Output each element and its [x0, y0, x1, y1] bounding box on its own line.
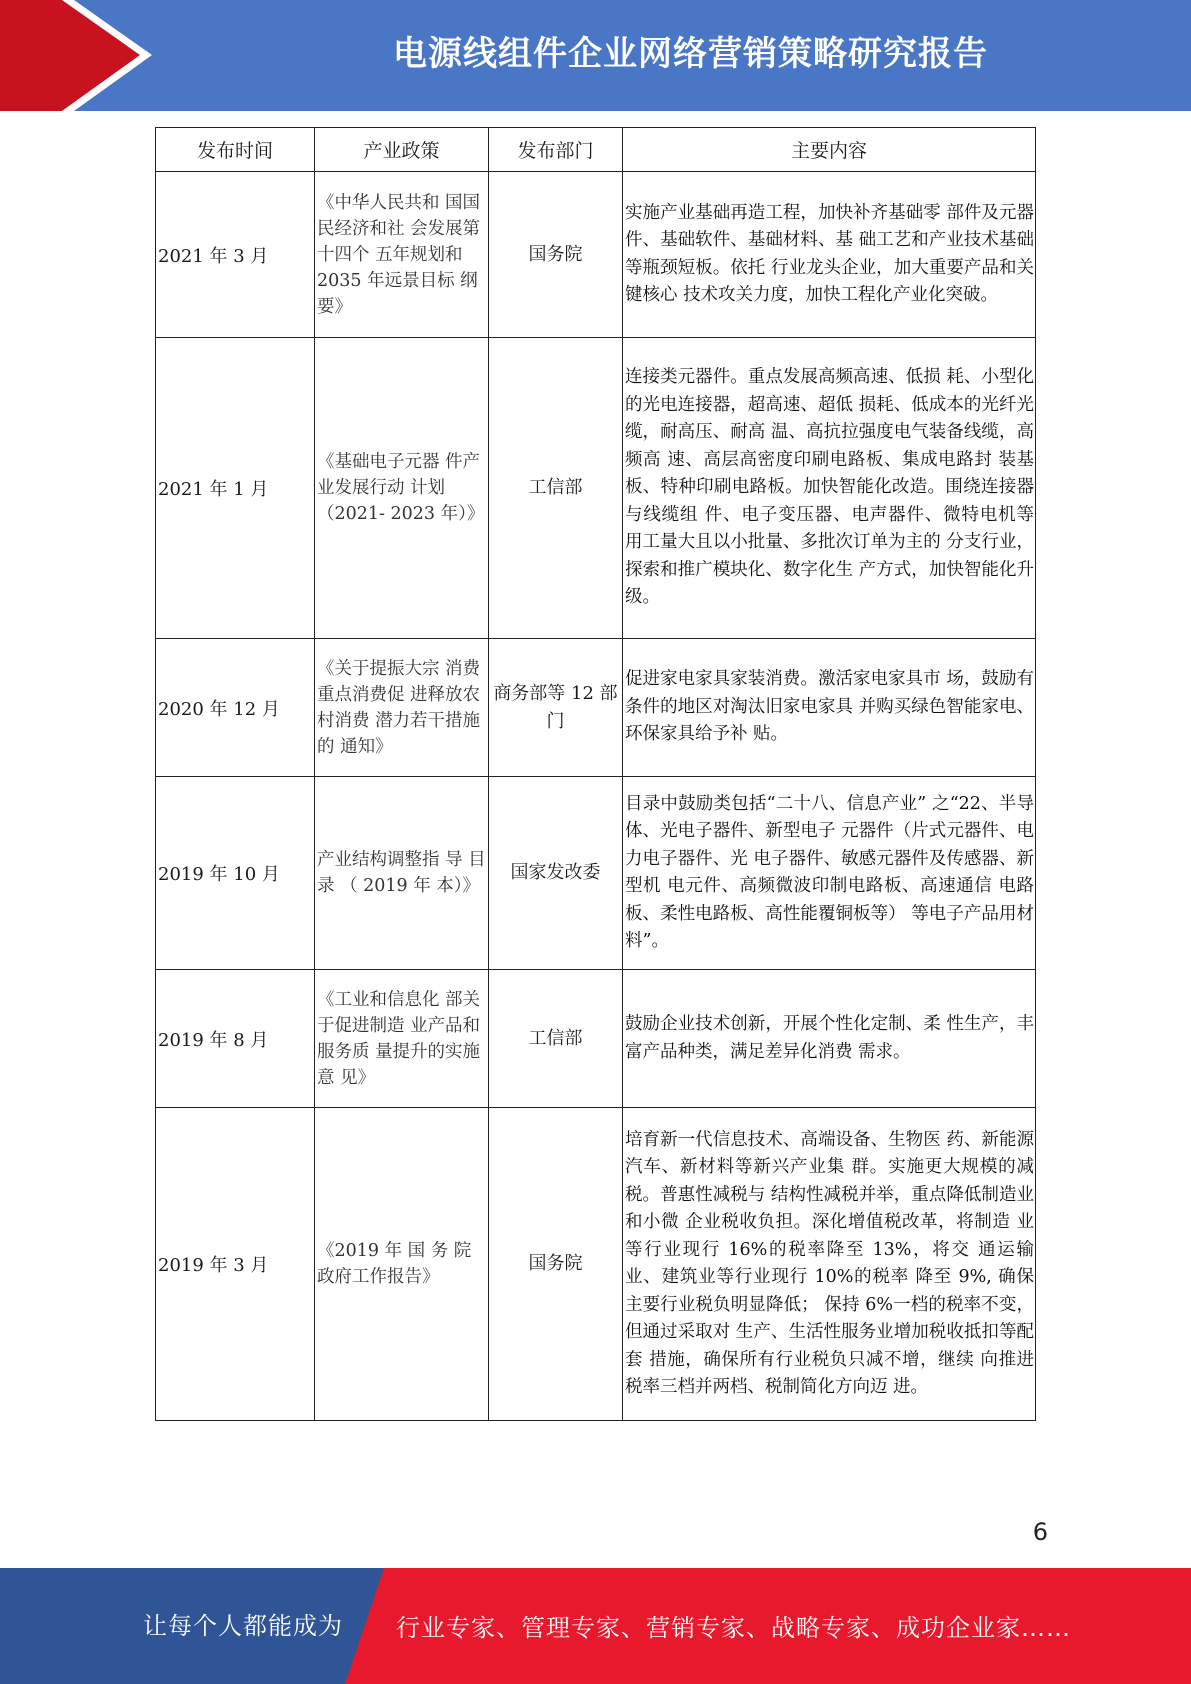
row-content: 培育新一代信息技术、高端设备、生物医 药、新能源汽车、新材料等新兴产业集 群。实施更大规模的减税。普惠性减税与 结构性减税并举，重点降低制造业和小微 企业税收负担。深化增值税改革，将制造 业等行业现行 16%的税率降至 13%，将交 通运输业、建筑业等行业现行 10%的税率 降至 9%, 确保主要行业税负明显降低； 保持 6%一档的税率不变，但通过采取对 生产、生活性服务业增加税收抵扣等配套 措施，确保所有行业税负只减不增，继续 向推进税率三档并两档、税制简化方向迈 进。 [623, 1108, 1036, 1421]
row-dept: 国家发改委 [489, 777, 623, 970]
row-dept: 国务院 [489, 1108, 623, 1421]
row-content: 促进家电家具家装消费。激活家电家具市 场，鼓励有条件的地区对淘汰旧家电家具 并购买绿色智能家电、环保家具给予补 贴。 [623, 639, 1036, 777]
row-policy: 《2019 年 国 务 院 政府工作报告》 [315, 1108, 489, 1421]
table-row [156, 172, 1036, 338]
column-header-dept: 发布部门 [489, 128, 623, 172]
row-date: 2019 年 3 月 [156, 1108, 315, 1421]
row-policy: 产业结构调整指 导 目 录 （ 2019 年 本）》 [315, 777, 489, 970]
report-title: 电源线组件企业网络营销策略研究报告 [393, 34, 988, 74]
row-date: 2019 年 8 月 [156, 970, 315, 1108]
footer-slogan-left: 让每个人都能成为 [143, 1612, 343, 1640]
row-dept: 商务部等 12 部门 [489, 639, 623, 777]
page-number: 6 [1032, 1518, 1048, 1546]
column-header-content: 主要内容 [623, 128, 1036, 172]
table-row [156, 639, 1036, 777]
row-policy: 《工业和信息化 部关于促进制造 业产品和服务质 量提升的实施意 见》 [315, 970, 489, 1108]
column-header-policy: 产业政策 [315, 128, 489, 172]
row-dept: 工信部 [489, 338, 623, 639]
header-banner [0, 0, 1191, 111]
table-row [156, 777, 1036, 970]
table-row [156, 338, 1036, 639]
row-policy: 《中华人民共和 国国民经济和社 会发展第十四个 五年规划和 2035 年远景目标 纲要》 [315, 172, 489, 338]
row-dept: 国务院 [489, 172, 623, 338]
row-date: 2020 年 12 月 [156, 639, 315, 777]
policy-table [155, 127, 1036, 1421]
column-header-date: 发布时间 [156, 128, 315, 172]
row-content: 鼓励企业技术创新，开展个性化定制、柔 性生产，丰富产品种类，满足差异化消费 需求。 [623, 970, 1036, 1108]
row-policy: 《关于提振大宗 消费重点消费促 进释放农村消费 潜力若干措施的 通知》 [315, 639, 489, 777]
row-date: 2021 年 3 月 [156, 172, 315, 338]
row-dept: 工信部 [489, 970, 623, 1108]
row-policy: 《基础电子元器 件产业发展行动 计划（2021- 2023 年）》 [315, 338, 489, 639]
row-date: 2019 年 10 月 [156, 777, 315, 970]
row-date: 2021 年 1 月 [156, 338, 315, 639]
row-content: 目录中鼓励类包括“二十八、信息产业” 之“22、半导体、光电子器件、新型电子 元器件（片式元器件、电力电子器件、光 电子器件、敏感元器件及传感器、新型机 电元件、高频微波印制电路板、高速通信 电路板、柔性电路板、高性能覆铜板等） 等电子产品用材料”。 [623, 777, 1036, 970]
table-header-row [156, 128, 1036, 172]
table-row [156, 1108, 1036, 1421]
table-row [156, 970, 1036, 1108]
row-content: 实施产业基础再造工程，加快补齐基础零 部件及元器件、基础软件、基础材料、基 础工艺和产业技术基础等瓶颈短板。依托 行业龙头企业，加大重要产品和关键核心 技术攻关力度，加快工程化产业化突破。 [623, 172, 1036, 338]
footer-banner [0, 1568, 1191, 1684]
row-content: 连接类元器件。重点发展高频高速、低损 耗、小型化的光电连接器，超高速、超低 损耗、低成本的光纤光缆，耐高压、耐高 温、高抗拉强度电气装备线缆，高频高 速、高层高密度印刷电路板、集成电路封 装基板、特种印刷电路板。加快智能化改造。围绕连接器与线缆组 件、电子变压器、电声器件、微特电机等 用工量大且以小批量、多批次订单为主的 分支行业，探索和推广模块化、数字化生 产方式，加快智能化升级。 [623, 338, 1036, 639]
footer-slogan-right: 行业专家、管理专家、营销专家、战略专家、成功企业家…… [396, 1614, 1071, 1642]
